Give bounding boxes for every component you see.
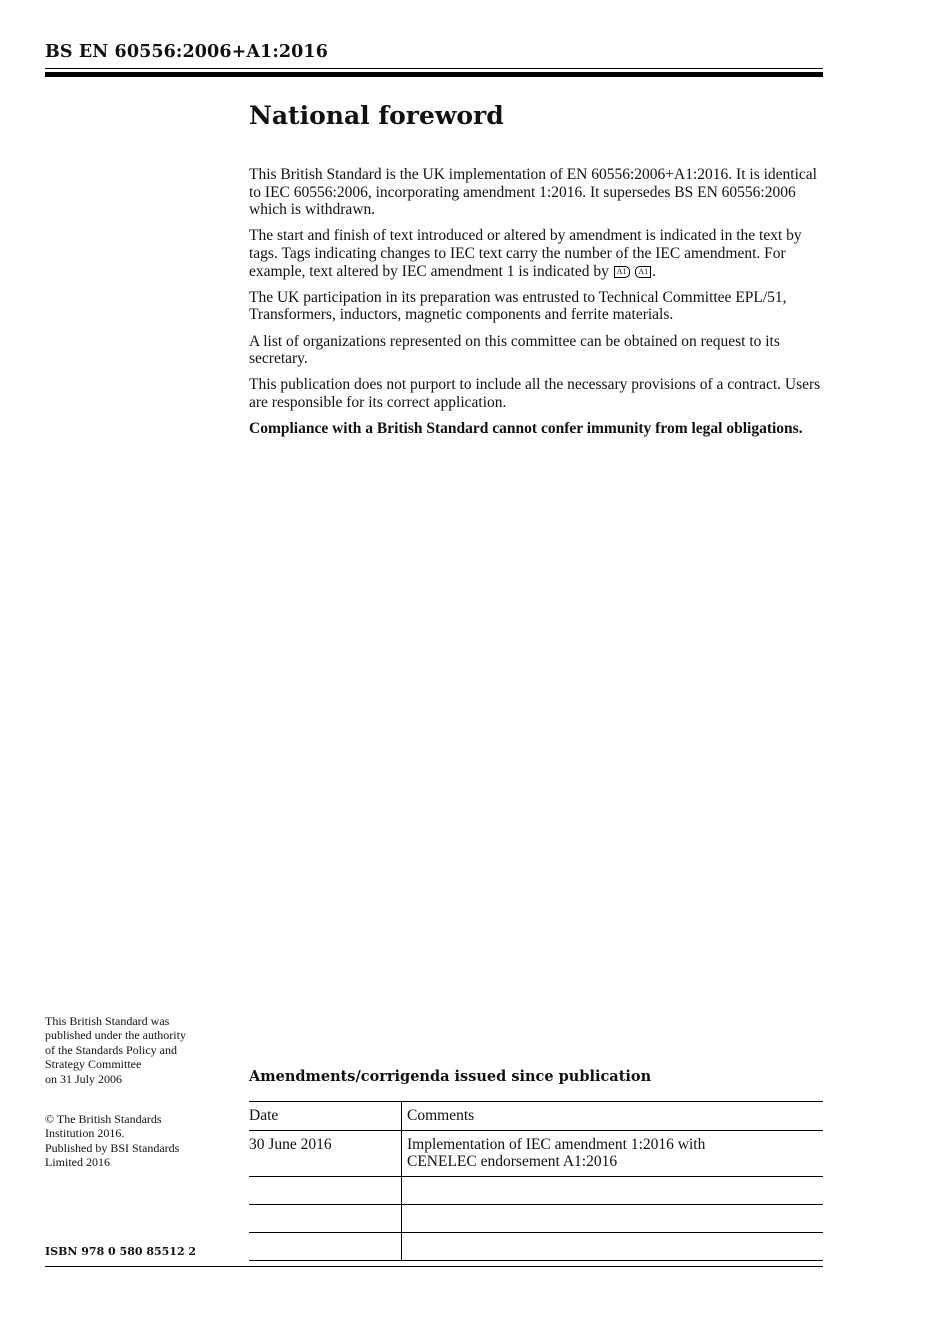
- amendment-comments-line: Implementation of IEC amendment 1:2016 with: [407, 1136, 706, 1153]
- publication-note-line: This British Standard was: [45, 1014, 170, 1028]
- amendment-comments: [402, 1131, 824, 1177]
- foreword-body: [249, 166, 824, 446]
- empty-cell: [402, 1177, 824, 1205]
- amendment-comments-line: CENELEC endorsement A1:2016: [407, 1153, 618, 1170]
- publication-note-line: published under the authority: [45, 1028, 186, 1043]
- copyright-note-line: Published by BSI Standards: [45, 1140, 180, 1155]
- publication-note-line: Strategy Committee: [45, 1057, 142, 1072]
- copyright-note-line: Limited 2016: [45, 1155, 110, 1170]
- empty-cell: [402, 1233, 824, 1261]
- publication-note-line: of the Standards Policy and: [45, 1042, 177, 1057]
- copyright-note-line: © The British Standards: [45, 1112, 162, 1126]
- copyright-note: [45, 1112, 235, 1170]
- publication-note: [45, 1014, 235, 1086]
- empty-table-row: [249, 1177, 823, 1205]
- paragraph-tags: [249, 227, 824, 280]
- header-rule-thin: [45, 68, 823, 69]
- publication-note-line: on 31 July 2006: [45, 1071, 123, 1086]
- paragraph-committee: The UK participation in its preparation was entrusted to Technical Committee EPL/51, Transformers, inductors, magnetic components and ferrite materials.: [249, 288, 787, 324]
- empty-cell: [249, 1233, 402, 1261]
- amendment-end-tag-icon: A1: [635, 266, 651, 278]
- amendments-heading: Amendments/corrigenda issued since publication: [249, 1068, 652, 1085]
- amendment-start-tag-icon: A1: [614, 266, 630, 278]
- paragraph-provisions: This publication does not purport to include all the necessary provisions of a contract. Users are responsible for its correct application.: [249, 376, 821, 411]
- document-id: BS EN 60556:2006+A1:2016: [45, 42, 328, 62]
- empty-cell: [249, 1205, 402, 1233]
- amendments-table: [249, 1101, 823, 1261]
- empty-cell: [249, 1177, 402, 1205]
- footer-rule: [45, 1266, 823, 1267]
- header-rule-thick: [45, 72, 823, 77]
- paragraph-tags-text: The start and finish of text introduced or altered by amendment is indicated in the text by tags. Tags indicating changes to IEC text carry the number of the IEC amendment. For example, text altered by IEC amendment 1 is indicated by: [249, 227, 802, 280]
- empty-cell: [402, 1205, 824, 1233]
- isbn: ISBN 978 0 580 85512 2: [45, 1245, 197, 1258]
- paragraph-organizations: A list of organizations represented on this committee can be obtained on request to its secretary.: [249, 332, 780, 368]
- column-header-date: Date: [249, 1102, 402, 1131]
- paragraph-implementation: This British Standard is the UK implementation of EN 60556:2006+A1:2016. It is identical to IEC 60556:2006, incorporating amendment 1:2016. It supersedes BS EN 60556:2006 which is withdrawn.: [249, 166, 817, 219]
- empty-table-row: [249, 1233, 823, 1261]
- table-header-row: [249, 1102, 823, 1131]
- column-header-comments: Comments: [402, 1102, 824, 1131]
- empty-table-row: [249, 1205, 823, 1233]
- copyright-note-line: Institution 2016.: [45, 1126, 125, 1141]
- amendment-date: 30 June 2016: [249, 1131, 402, 1177]
- paragraph-tags-end: .: [652, 262, 657, 280]
- table-row: [249, 1131, 823, 1177]
- page-title: National foreword: [249, 101, 504, 130]
- paragraph-compliance: Compliance with a British Standard cannot confer immunity from legal obligations.: [249, 420, 803, 438]
